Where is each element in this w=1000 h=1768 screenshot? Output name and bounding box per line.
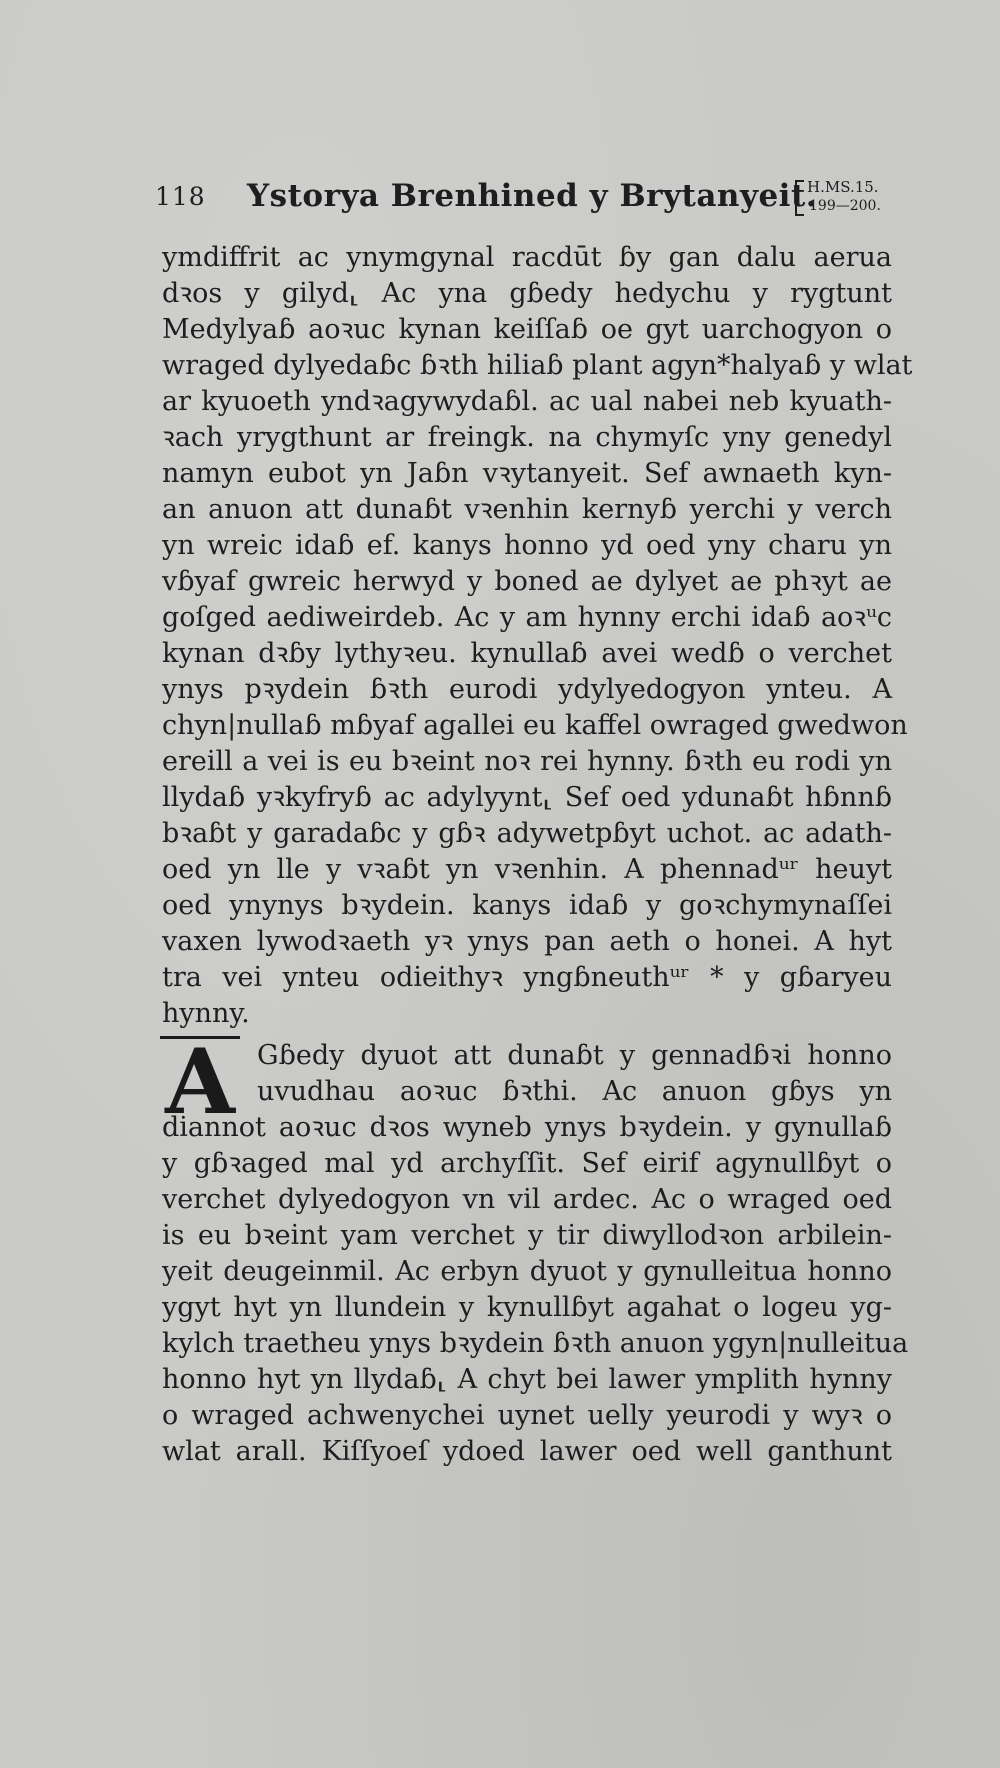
- paragraph-1: [162, 240, 913, 1032]
- text-line: bꝛaɓt y garadaɓc y gɓꝛ adywetpɓyt uchot. ac adath-: [162, 818, 892, 849]
- running-title: Ystorya Brenhined y Brytanyeit.: [247, 178, 818, 214]
- manuscript-reference: [795, 178, 890, 222]
- page-header: [155, 178, 885, 228]
- drop-cap-initial: A: [165, 1029, 235, 1135]
- text-line: dꝛos y gilyd⸤ Ac yna gɓedy hedychu y rygtunt: [162, 278, 892, 309]
- text-line: vɓyaf gwreic herwyd y boned ae dylyet ae phꝛyt ae: [162, 566, 892, 597]
- text-line: ar kyuoeth yndꝛagywydaɓl. ac ual nabei neb kyuath-: [162, 386, 892, 417]
- page-number: 118: [155, 182, 206, 211]
- text-line: Gɓedy dyuot att dunaɓt y gennadɓꝛi honno: [257, 1040, 892, 1071]
- text-line: ynys pꝛydein ɓꝛth eurodi ydylyedogyon ynteu. A: [162, 674, 892, 705]
- text-line: uvudhau aoꝛuc ɓꝛthi. Ac anuon gɓys yn: [257, 1076, 892, 1107]
- ms-ref-line1: H.MS.15.: [807, 178, 879, 196]
- text-line: goſged aediweirdeb. Ac y am hynny erchi idaɓ aoꝛᵘc: [162, 602, 892, 633]
- paragraph-2: [162, 1029, 909, 1470]
- text-line: y gɓꝛaged mal yd archyſſit. Sef eirif agynullɓyt o: [162, 1148, 892, 1179]
- text-line: is eu bꝛeint yam verchet y tir diwyllodꝛon arbilein-: [162, 1220, 892, 1251]
- text-line: ygyt hyt yn llundein y kynullɓyt agahat o logeu yg-: [162, 1292, 892, 1323]
- text-line: kylch traetheu ynys bꝛydein ɓꝛth anuon ygyn|nulleitua: [162, 1328, 909, 1359]
- text-line: verchet dylyedogyon vn vil ardec. Ac o wraged oed: [162, 1184, 892, 1215]
- ms-ref-line2: 199—200.: [809, 198, 881, 214]
- text-line: tra vei ynteu odieithyꝛ yngɓneuthᵘʳ * y gɓaryeu: [162, 962, 892, 993]
- text-line: diannot aoꝛuc dꝛos wyneb ynys bꝛydein. y gynullaɓ: [162, 1112, 892, 1143]
- text-line: llydaɓ yꝛkyfryɓ ac adylyynt⸤ Sef oed ydunaɓt hɓnnɓ: [162, 782, 892, 813]
- text-line: hynny.: [162, 998, 250, 1029]
- text-line: an anuon att dunaɓt vꝛenhin kernyɓ yerchi y verch: [162, 494, 892, 525]
- text-line: ꝛach yrygthunt ar freingk. na chymyſc yny genedyl: [162, 422, 892, 453]
- text-line: yn wreic idaɓ ef. kanys honno yd oed yny charu yn: [162, 530, 892, 561]
- text-line: oed ynynys bꝛydein. kanys idaɓ y goꝛchymynaſſei: [162, 890, 892, 921]
- text-line: wraged dylyedaɓc ɓꝛth hiliaɓ plant agyn*halyaɓ y wlat: [162, 350, 913, 381]
- text-line: wlat arall. Kiſſyoeſ ydoed lawer oed well ganthunt: [162, 1436, 892, 1467]
- text-line: yeit deugeinmil. Ac erbyn dyuot y gynulleitua honno: [162, 1256, 892, 1287]
- text-line: ymdiffrit ac ynymgynal racdūt ɓy gan dalu aerua: [162, 242, 892, 273]
- body-text: [162, 240, 913, 1470]
- text-line: chyn|nullaɓ mɓyaf agallei eu kaffel owraged gwedwon: [162, 710, 908, 741]
- text-line: o wraged achwenychei uynet uelly yeurodi y wyꝛ o: [162, 1400, 892, 1431]
- bracket-mark: [795, 180, 804, 216]
- text-line: oed yn lle y vꝛaɓt yn vꝛenhin. A phennadᵘʳ heuyt: [162, 854, 892, 885]
- text-line: namyn eubot yn Jaɓn vꝛytanyeit. Sef awnaeth kyn-: [162, 458, 892, 489]
- text-line: ereill a vei is eu bꝛeint noꝛ rei hynny. ɓꝛth eu rodi yn: [162, 746, 892, 777]
- text-line: honno hyt yn llydaɓ⸤ A chyt bei lawer ymplith hynny: [162, 1364, 892, 1395]
- text-line: vaxen lywodꝛaeth yꝛ ynys pan aeth o honei. A hyt: [162, 926, 892, 957]
- text-line: Medylyaɓ aoꝛuc kynan keiſſaɓ oe gyt uarchogyon o: [162, 314, 892, 345]
- text-line: kynan dꝛɓy lythyꝛeu. kynullaɓ avei wedɓ o verchet: [162, 638, 892, 669]
